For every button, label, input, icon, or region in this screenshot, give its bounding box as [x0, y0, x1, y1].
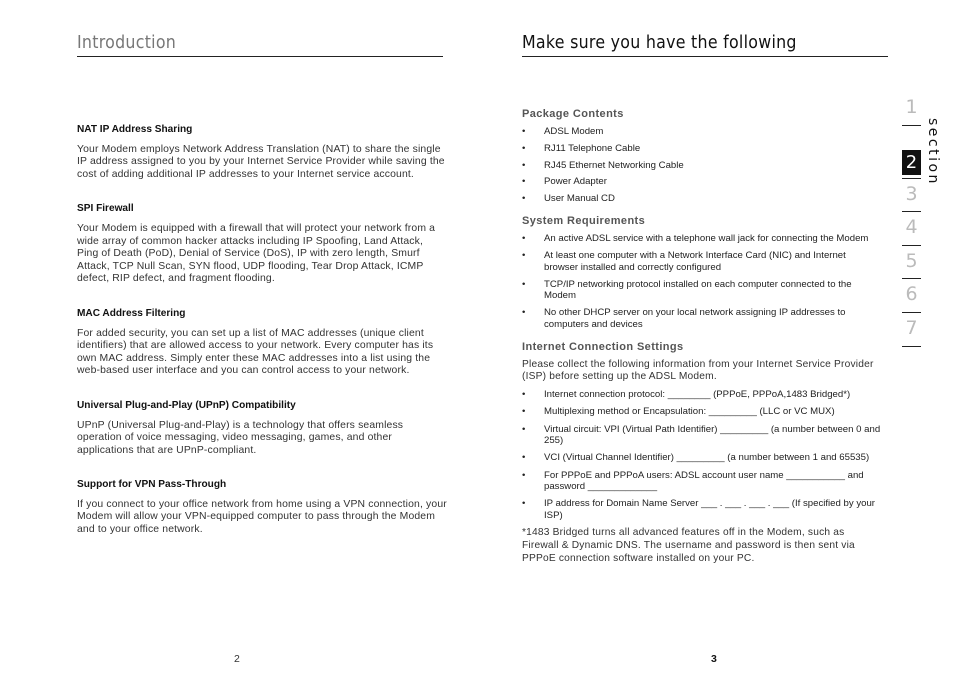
- feature-title: Support for VPN Pass-Through: [77, 479, 227, 491]
- bullet-icon: •: [522, 142, 526, 154]
- bullet-icon: •: [522, 389, 526, 401]
- feature-title: SPI Firewall: [77, 203, 134, 215]
- feature-mac-filtering: [77, 308, 447, 378]
- bullet-icon: •: [522, 423, 526, 435]
- feature-nat: [77, 124, 447, 181]
- bullet-icon: •: [522, 406, 526, 418]
- list-item: • Virtual circuit: VPI (Virtual Path Identifier) _________ (a number between 0 and 255): [522, 423, 881, 447]
- list-item: • An active ADSL service with a telephone wall jack for connecting the Modem: [522, 232, 869, 244]
- bullet-icon: •: [522, 193, 526, 205]
- list-item: • IP address for Domain Name Server ___ . ___ . ___ . ___ (If specified by your ISP): [522, 498, 875, 521]
- list-item: • Internet connection protocol: ________ (PPPoE, PPPoA,1483 Bridged*): [522, 389, 851, 401]
- list-item: • No other DHCP server on your local network assigning IP addresses to computers and devices: [522, 307, 846, 331]
- feature-spi-firewall: [77, 203, 447, 286]
- section-nav: [902, 92, 921, 347]
- feature-title: Universal Plug-and-Play (UPnP) Compatibility: [77, 399, 296, 411]
- section-number: 6: [905, 283, 918, 306]
- feature-vpn: [77, 479, 447, 536]
- list-item: • User Manual CD: [522, 193, 615, 205]
- list-item: • RJ11 Telephone Cable: [522, 142, 641, 154]
- list-item: • For PPPoE and PPPoA users: ADSL account user name ___________ and password _____________: [522, 469, 864, 493]
- section-tab-6[interactable]: [902, 279, 921, 313]
- feature-body: Your Modem employs Network Address Translation (NAT) to share the single IP address assigned to you by your Internet Service Provider while saving the cost of adding additional IP addresses to your Internet service account.: [77, 143, 445, 180]
- feature-title: MAC Address Filtering: [77, 307, 186, 319]
- section-tab-5[interactable]: [902, 246, 921, 280]
- bullet-icon: •: [522, 159, 526, 171]
- list-item: • VCI (Virtual Channel Identifier) _________ (a number between 1 and 65535): [522, 452, 870, 464]
- package-contents-title: Package Contents: [522, 108, 624, 120]
- section-number: 3: [905, 182, 918, 205]
- package-contents-list: [522, 126, 882, 205]
- feature-body: Your Modem is equipped with a firewall that will protect your network from a wide array of common hacker attacks including IP Spoofing, Land Attack, Ping of Death (PoD), Denial of Service (DoS), IP with zero length, Smurf Attack, TCP Null Scan, SYN flood, UDP flooding, Tear Drop Attack, ICMP defect, RIP defect, and fragment flooding.: [77, 222, 436, 285]
- system-requirements-list: [522, 233, 882, 331]
- internet-settings-list: [522, 389, 882, 521]
- list-item: • At least one computer with a Network Interface Card (NIC) and Internet browser installed and correctly configured: [522, 249, 846, 273]
- bullet-icon: •: [522, 278, 526, 290]
- right-page-header: Make sure you have the following: [522, 32, 797, 53]
- section-tab-3[interactable]: [902, 179, 921, 213]
- section-tab-4[interactable]: [902, 212, 921, 246]
- section-tab-2[interactable]: [902, 126, 921, 179]
- list-item: • Power Adapter: [522, 176, 607, 188]
- feature-body: UPnP (Universal Plug-and-Play) is a technology that offers seamless operation of voice messaging, video messaging, games, and other applications that are UPnP-compliant.: [77, 419, 404, 456]
- section-label: section: [925, 118, 941, 186]
- left-page-header: Introduction: [77, 32, 177, 53]
- system-requirements-title: System Requirements: [522, 214, 646, 227]
- footnote: *1483 Bridged turns all advanced features off in the Modem, such as Firewall & Dynamic DNS. The username and password is then sent via PPPoE connection software installed on your PC.: [522, 527, 855, 564]
- left-page-number: 2: [234, 653, 240, 665]
- bullet-icon: •: [522, 176, 526, 188]
- bullet-icon: •: [522, 469, 526, 481]
- right-page-number: 3: [711, 653, 717, 665]
- bullet-icon: •: [522, 232, 526, 244]
- bullet-icon: •: [522, 307, 526, 319]
- list-item: • TCP/IP networking protocol installed on each computer connected to the Modem: [522, 278, 852, 302]
- list-item: • ADSL Modem: [522, 126, 604, 137]
- section-number: 1: [905, 96, 918, 118]
- internet-settings-intro: Please collect the following information from your Internet Service Provider (ISP) before setting up the ADSL Modem.: [522, 358, 874, 383]
- section-number: 4: [905, 216, 918, 239]
- feature-body: For added security, you can set up a list of MAC addresses (unique client identifiers) that are allowed access to your network. Every computer has its own MAC address. Simply enter these MAC addresses into a list using the web-based user interface and you can control access to your network.: [77, 327, 434, 377]
- internet-settings-title: Internet Connection Settings: [522, 340, 684, 353]
- section-number: 2: [902, 150, 921, 175]
- bullet-icon: •: [522, 126, 526, 137]
- section-tab-7[interactable]: [902, 313, 921, 347]
- section-number: 7: [905, 316, 918, 339]
- bullet-icon: •: [522, 249, 526, 261]
- feature-body: If you connect to your office network from home using a VPN connection, your Modem will allow your VPN-equipped computer to pass through the Modem and to your office network.: [77, 498, 447, 536]
- left-header-rule: [77, 56, 443, 57]
- bullet-icon: •: [522, 498, 526, 510]
- feature-title: NAT IP Address Sharing: [77, 124, 193, 135]
- bullet-icon: •: [522, 452, 526, 464]
- list-item: • Multiplexing method or Encapsulation: _________ (LLC or VC MUX): [522, 406, 835, 418]
- right-column: [522, 108, 882, 571]
- right-header-rule: [522, 56, 888, 57]
- section-number: 5: [905, 249, 918, 272]
- section-tab-1[interactable]: [902, 92, 921, 126]
- list-item: • RJ45 Ethernet Networking Cable: [522, 159, 684, 171]
- left-column: [77, 124, 447, 559]
- feature-upnp: [77, 400, 447, 457]
